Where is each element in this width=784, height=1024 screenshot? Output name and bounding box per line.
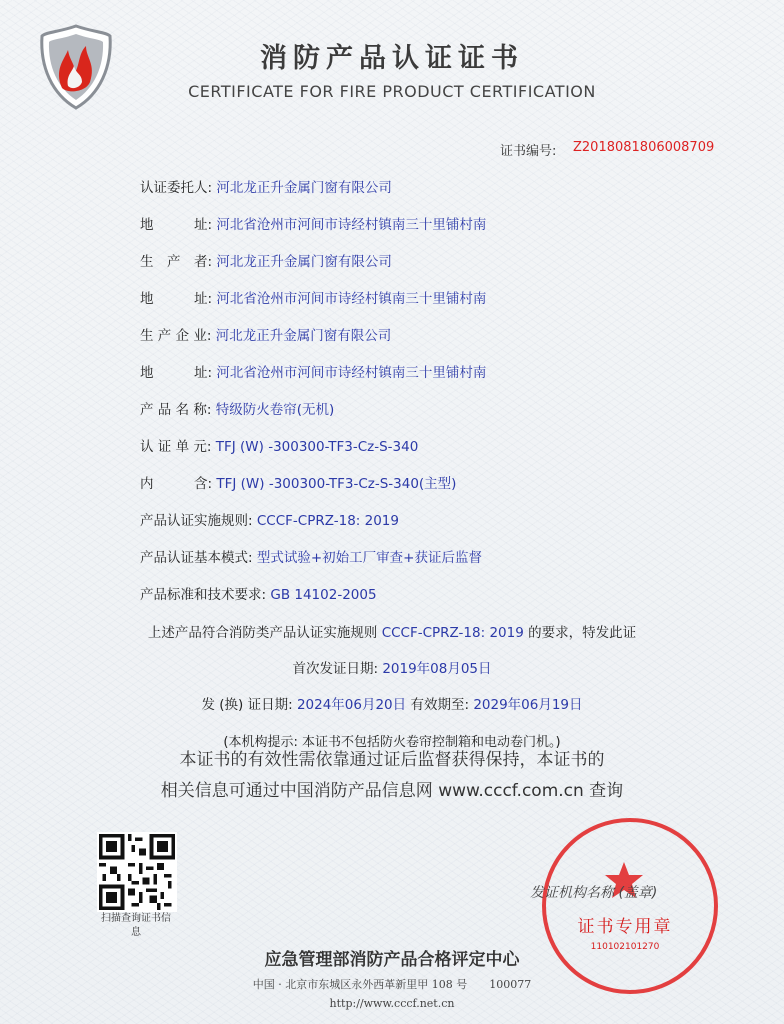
field-row (140, 472, 456, 492)
certificate-no-value: Z2018081806008709 (573, 140, 715, 155)
field-value: 特级防火卷帘(无机) (215, 402, 335, 418)
reissue-dates (0, 693, 784, 713)
valid-value: 2029年06月19日 (473, 697, 583, 713)
certificate-title: 消防产品认证证书 (260, 43, 524, 74)
field-row (140, 213, 486, 233)
field-value: 河北省沧州市河间市诗经村镇南三十里铺村南 (216, 217, 487, 233)
first-issue-label: 首次发证日期: (292, 661, 379, 677)
reissue-value: 2024年06月20日 (296, 697, 407, 713)
qr-code[interactable] (97, 832, 177, 912)
field-row (140, 324, 391, 344)
field-value: 河北省沧州市河间市诗经村镇南三十里铺村南 (216, 291, 487, 307)
compliance-rule: CCCF-CPRZ-18: 2019 (381, 625, 524, 641)
organization-address: 中国 · 北京市东城区永外西革新里甲 108 号 100077 (252, 978, 532, 991)
field-value: 河北龙正升金属门窗有限公司 (216, 180, 392, 196)
first-issue-value: 2019年08月05日 (382, 661, 492, 677)
field-row (140, 287, 486, 307)
field-value: TFJ (W) -300300-TF3-Cz-S-340 (215, 439, 419, 455)
certificate-subtitle: CERTIFICATE FOR FIRE PRODUCT CERTIFICATION (188, 82, 596, 101)
certificate-no-label: 证书编号: (500, 144, 557, 159)
issuer-signature: 发证机构名称 (盖章) (530, 885, 658, 901)
valid-label: 有效期至: (410, 697, 470, 713)
organization-url[interactable]: http://www.cccf.net.cn (329, 997, 455, 1010)
field-label: 产 品 名 称: (140, 402, 212, 418)
field-value: 河北龙正升金属门窗有限公司 (216, 254, 392, 270)
field-label: 内 含: (140, 476, 213, 492)
field-row (140, 583, 377, 603)
field-label: 产品认证基本模式: (140, 550, 253, 566)
compliance-prefix: 上述产品符合消防类产品认证实施规则 (147, 625, 378, 641)
issuing-organization: 应急管理部消防产品合格评定中心 (264, 950, 520, 970)
field-row (140, 509, 399, 529)
field-row (140, 361, 486, 381)
field-label: 生 产 者: (140, 254, 213, 270)
validity-note-line1: 本证书的有效性需依靠通过证后监督获得保持，本证书的 (179, 750, 605, 770)
field-label: 产品认证实施规则: (140, 513, 253, 529)
field-value: CCCF-CPRZ-18: 2019 (256, 513, 399, 529)
field-value: GB 14102-2005 (270, 587, 377, 603)
qr-caption: 扫描查询证书信息 (101, 913, 171, 938)
validity-note-line2: 相关信息可通过中国消防产品信息网 www.cccf.com.cn 查询 (160, 781, 624, 801)
field-value: 河北龙正升金属门窗有限公司 (215, 328, 392, 344)
field-label: 产品标准和技术要求: (140, 587, 267, 603)
field-label: 认 证 单 元: (140, 439, 212, 455)
compliance-suffix: 的要求，特发此证 (528, 625, 637, 641)
field-label: 地 址: (140, 217, 213, 233)
field-label: 认证委托人: (140, 180, 213, 196)
field-row (140, 435, 418, 455)
institution-hint: (本机构提示: 本证书不包括防火卷帘控制箱和电动卷门机。) (223, 735, 561, 750)
field-value: 型式试验+初始工厂审查+获证后监督 (256, 550, 482, 566)
field-row (140, 250, 392, 270)
field-label: 生 产 企 业: (140, 328, 212, 344)
field-row (140, 398, 334, 418)
field-row (140, 176, 392, 196)
field-value: 河北省沧州市河间市诗经村镇南三十里铺村南 (216, 365, 487, 381)
field-row (140, 546, 482, 566)
reissue-label: 发 (换) 证日期: (201, 697, 293, 713)
compliance-statement (0, 621, 784, 641)
first-issue-date (0, 657, 784, 677)
field-label: 地 址: (140, 291, 213, 307)
field-label: 地 址: (140, 365, 213, 381)
field-value: TFJ (W) -300300-TF3-Cz-S-340(主型) (216, 476, 457, 492)
seal-text: 证书专用章 (577, 917, 673, 937)
seal-number: 110102101270 (590, 942, 660, 952)
